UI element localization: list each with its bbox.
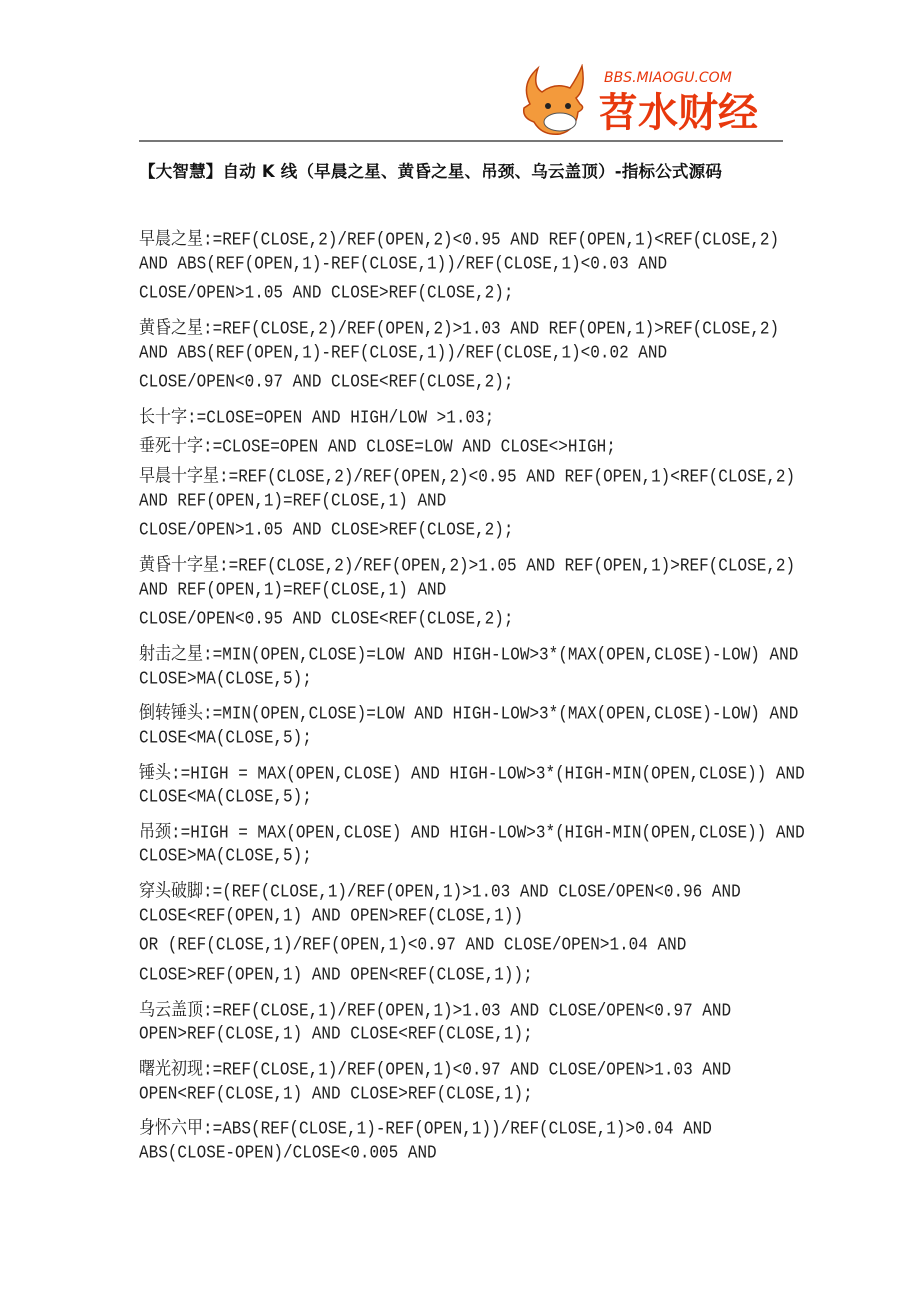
- formula-line: CLOSE<MA(CLOSE,5);: [139, 786, 312, 808]
- formula-line: CLOSE/OPEN<0.95 AND CLOSE<REF(CLOSE,2);: [139, 609, 514, 630]
- formula-line: AND REF(OPEN,1)=REF(CLOSE,1) AND: [139, 579, 447, 601]
- formula-source: [139, 226, 805, 1175]
- logo-brand: 苕水财经: [598, 90, 758, 136]
- formula-line: ABS(CLOSE-OPEN)/CLOSE<0.005 AND: [139, 1142, 437, 1164]
- formula-line: CLOSE<MA(CLOSE,5);: [139, 727, 312, 749]
- formula-line: 早晨之星:=REF(CLOSE,2)/REF(OPEN,2)<0.95 AND REF(OPEN,1)<REF(CLOSE,2): [139, 229, 780, 251]
- formula-line: OR (REF(CLOSE,1)/REF(OPEN,1)<0.97 AND CLOSE/OPEN>1.04 AND: [139, 935, 687, 956]
- formula-line: 黄昏之星:=REF(CLOSE,2)/REF(OPEN,2)>1.03 AND REF(OPEN,1)>REF(CLOSE,2): [139, 318, 780, 340]
- formula-line: 身怀六甲:=ABS(REF(CLOSE,1)-REF(OPEN,1))/REF(CLOSE,1)>0.04 AND: [139, 1118, 712, 1140]
- miaogu-logo: [520, 64, 770, 138]
- formula-line: OPEN>REF(CLOSE,1) AND CLOSE<REF(CLOSE,1);: [139, 1024, 533, 1045]
- formula-line: CLOSE>REF(OPEN,1) AND OPEN<REF(CLOSE,1));: [139, 964, 533, 986]
- formula-line: 锤头:=HIGH = MAX(OPEN,CLOSE) AND HIGH-LOW>3*(HIGH-MIN(OPEN,CLOSE)) AND: [139, 763, 805, 784]
- formula-line: CLOSE<REF(OPEN,1) AND OPEN>REF(CLOSE,1)): [139, 905, 524, 927]
- formula-line: 倒转锤头:=MIN(OPEN,CLOSE)=LOW AND HIGH-LOW>3*(MAX(OPEN,CLOSE)-LOW) AND: [139, 703, 799, 725]
- formula-line: CLOSE/OPEN>1.05 AND CLOSE>REF(CLOSE,2);: [139, 283, 514, 304]
- formula-line: 乌云盖顶:=REF(CLOSE,1)/REF(OPEN,1)>1.03 AND CLOSE/OPEN<0.97 AND: [139, 1000, 732, 1021]
- formula-line: 早晨十字星:=REF(CLOSE,2)/REF(OPEN,2)<0.95 AND REF(OPEN,1)<REF(CLOSE,2): [139, 466, 796, 488]
- formula-line: 射击之星:=MIN(OPEN,CLOSE)=LOW AND HIGH-LOW>3*(MAX(OPEN,CLOSE)-LOW) AND: [139, 644, 799, 666]
- formula-line: OPEN<REF(CLOSE,1) AND CLOSE>REF(CLOSE,1);: [139, 1083, 533, 1105]
- formula-line: CLOSE>MA(CLOSE,5);: [139, 668, 312, 690]
- header-divider: [139, 140, 783, 142]
- formula-line: CLOSE>MA(CLOSE,5);: [139, 846, 312, 867]
- formula-line: AND ABS(REF(OPEN,1)-REF(CLOSE,1))/REF(CLOSE,1)<0.02 AND: [139, 342, 668, 364]
- document-title: 【大智慧】自动 K 线（早晨之星、黄昏之星、吊颈、乌云盖顶）-指标公式源码: [139, 162, 723, 181]
- logo-url: BBS.MIAOGU.COM: [604, 70, 732, 86]
- formula-line: 穿头破脚:=(REF(CLOSE,1)/REF(OPEN,1)>1.03 AND CLOSE/OPEN<0.96 AND: [139, 881, 741, 903]
- formula-line: AND REF(OPEN,1)=REF(CLOSE,1) AND: [139, 490, 447, 512]
- formula-line: CLOSE/OPEN>1.05 AND CLOSE>REF(CLOSE,2);: [139, 520, 514, 541]
- formula-line: 吊颈:=HIGH = MAX(OPEN,CLOSE) AND HIGH-LOW>3*(HIGH-MIN(OPEN,CLOSE)) AND: [139, 822, 805, 844]
- formula-line: 长十字:=CLOSE=OPEN AND HIGH/LOW >1.03;: [139, 407, 495, 429]
- formula-line: 垂死十字:=CLOSE=OPEN AND CLOSE=LOW AND CLOSE<>HIGH;: [139, 437, 616, 458]
- bull-mascot-icon: [520, 64, 770, 138]
- formula-line: AND ABS(REF(OPEN,1)-REF(CLOSE,1))/REF(CLOSE,1)<0.03 AND: [139, 253, 668, 275]
- formula-line: 曙光初现:=REF(CLOSE,1)/REF(OPEN,1)<0.97 AND CLOSE/OPEN>1.03 AND: [139, 1059, 732, 1081]
- formula-line: CLOSE/OPEN<0.97 AND CLOSE<REF(CLOSE,2);: [139, 371, 514, 393]
- formula-line: 黄昏十字星:=REF(CLOSE,2)/REF(OPEN,2)>1.05 AND REF(OPEN,1)>REF(CLOSE,2): [139, 555, 796, 577]
